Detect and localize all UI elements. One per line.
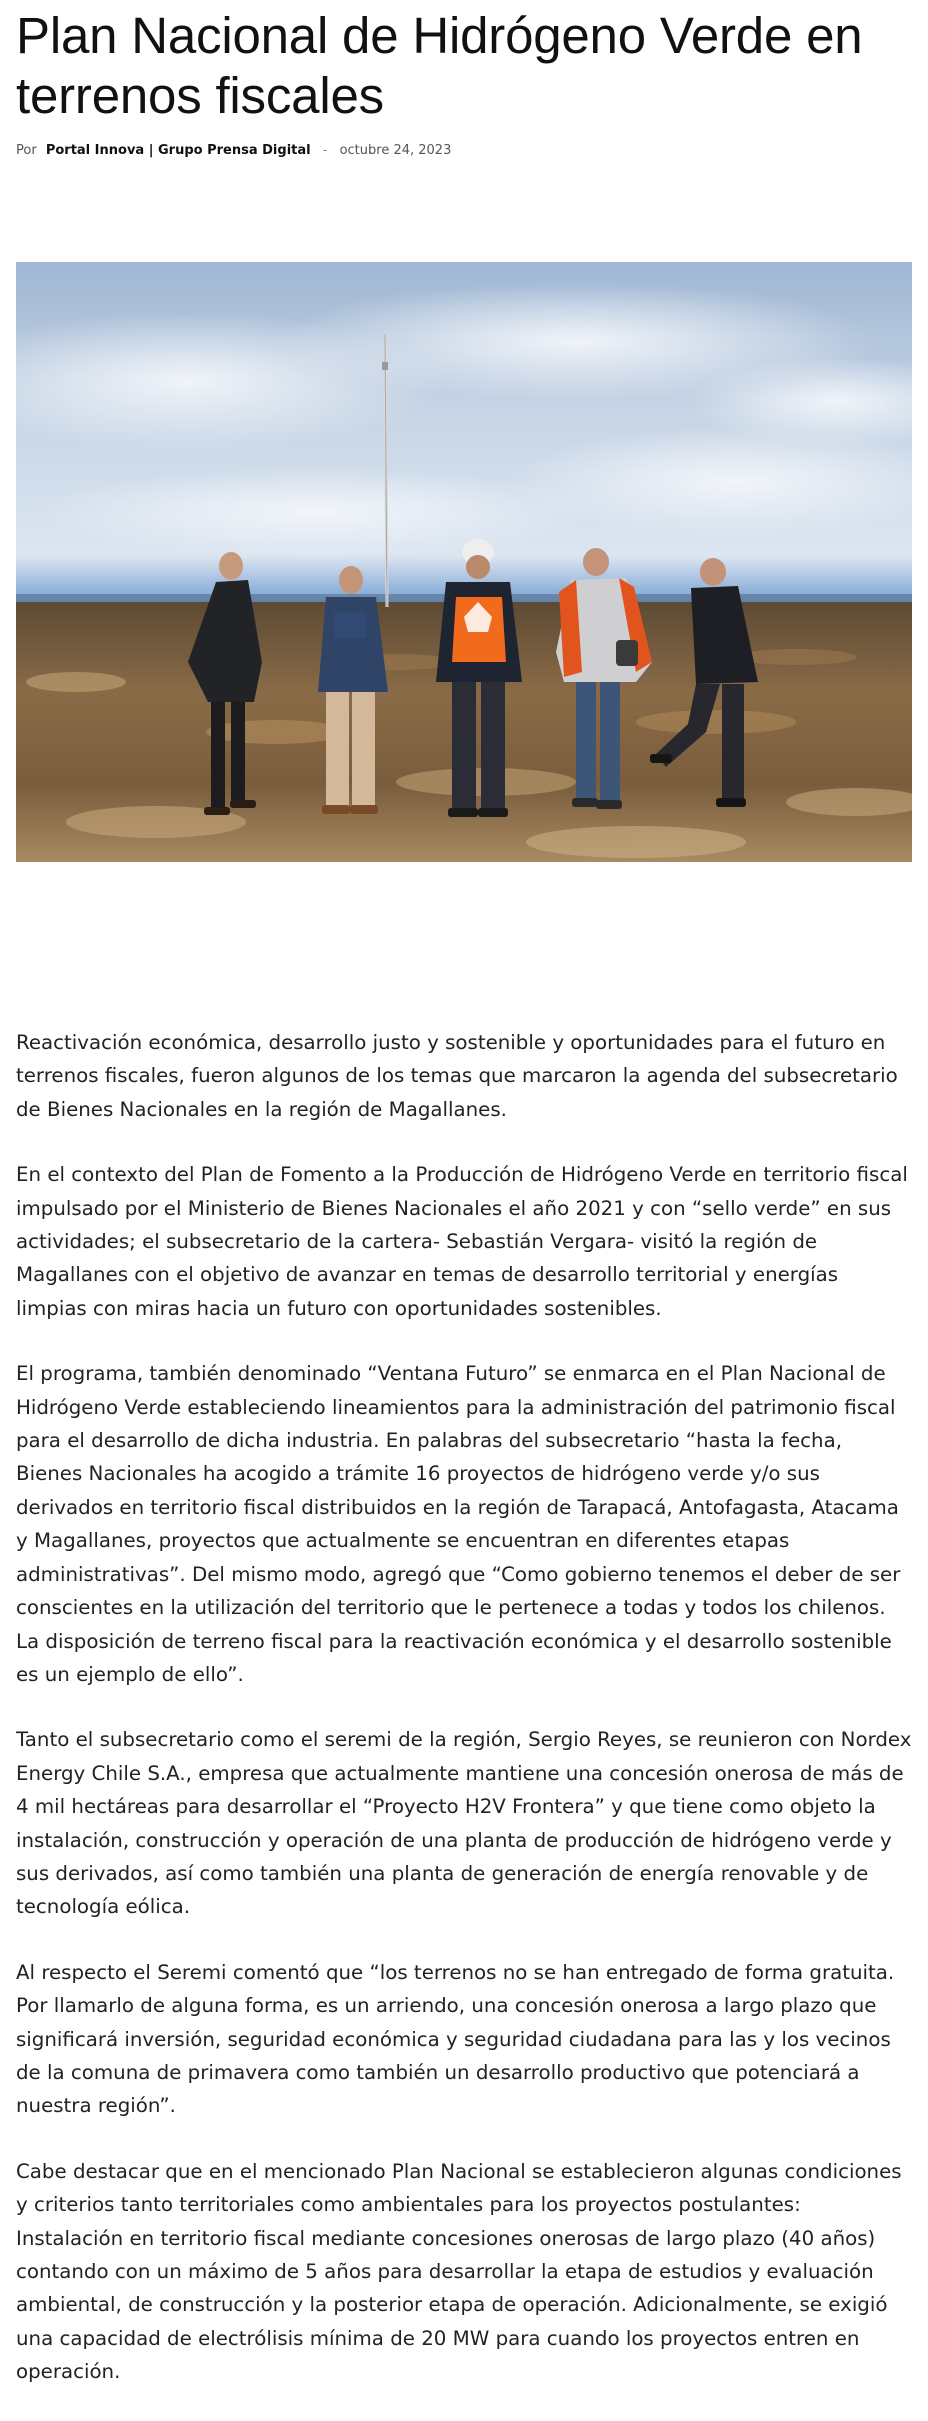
paragraph: Al respecto el Seremi comentó que “los terrenos no se han entregado de forma gratuita. Por llamarlo de alguna forma, es un arriendo, una concesión onerosa a largo plazo que significará inversión, seguridad económica y seguridad ciudadana para las y los vecinos de la comuna de primavera como también un desarrollo productivo que potenciará a nuestra región”. [16, 1960, 895, 2118]
publish-date: octubre 24, 2023 [339, 143, 452, 158]
hero-photo [16, 262, 912, 862]
article-meta [16, 142, 912, 160]
article-body [16, 1026, 912, 2421]
author-link[interactable]: Portal Innova | Grupo Prensa Digital [45, 143, 311, 158]
article [16, 0, 912, 160]
hero-image [16, 262, 912, 862]
paragraph: Cabe destacar que en el mencionado Plan Nacional se establecieron algunas condiciones y criterios tanto territoriales como ambientales para los proyectos postulantes: Instalación en territorio fiscal mediante concesiones onerosas de largo plazo (40 años) contando con un máximo de 5 años para desarrollar la etapa de estudios y evaluación ambiental, de construcción y la posterior etapa de operación. Adicionalmente, se exigió una capacidad de electrólisis mínima de 20 MW para cuando los proyectos entren en operación. [16, 2159, 902, 2384]
paragraph: En el contexto del Plan de Fomento a la Producción de Hidrógeno Verde en territorio fiscal impulsado por el Ministerio de Bienes Nacionales el año 2021 y con “sello verde” en sus actividades; el subsecretario de la cartera- Sebastián Vergara- visitó la región de Magallanes con el objetivo de avanzar en temas de desarrollo territorial y energías limpias con miras hacia un futuro con oportunidades sostenibles. [16, 1163, 908, 1320]
byline-prefix: Por [16, 143, 37, 158]
paragraph: Tanto el subsecretario como el seremi de la región, Sergio Reyes, se reunieron con Nordex Energy Chile S.A., empresa que actualmente mantiene una concesión onerosa de más de 4 mil hectáreas para desarrollar el “Proyecto H2V Frontera” y que tiene como objeto la instalación, construcción y operación de una planta de producción de hidrógeno verde y sus derivados, así como también una planta de generación de energía renovable y de tecnología eólica. [16, 1728, 912, 1919]
meta-separator: - [322, 143, 328, 158]
paragraph: El programa, también denominado “Ventana Futuro” se enmarca en el Plan Nacional de Hidrógeno Verde estableciendo lineamientos para la administración del patrimonio fiscal para el desarrollo de dicha industria. En palabras del subsecretario “hasta la fecha, Bienes Nacionales ha acogido a trámite 16 proyectos de hidrógeno verde y/o sus derivados en territorio fiscal distribuidos en la región de Tarapacá, Antofagasta, Atacama y Magallanes, proyectos que actualmente se encuentran en diferentes etapas administrativas”. Del mismo modo, agregó que “Como gobierno tenemos el deber de ser conscientes en la utilización del territorio que le pertenece a todas y todos los chilenos. La disposición de terreno fiscal para la reactivación económica y el desarrollo sostenible es un ejemplo de ello”. [16, 1362, 901, 1686]
article-title: Plan Nacional de Hidrógeno Verde en terrenos fiscales [16, 7, 863, 124]
paragraph: Reactivación económica, desarrollo justo y sostenible y oportunidades para el futuro en terrenos fiscales, fueron algunos de los temas que marcaron la agenda del subsecretario de Bienes Nacionales en la región de Magallanes. [16, 1031, 898, 1121]
